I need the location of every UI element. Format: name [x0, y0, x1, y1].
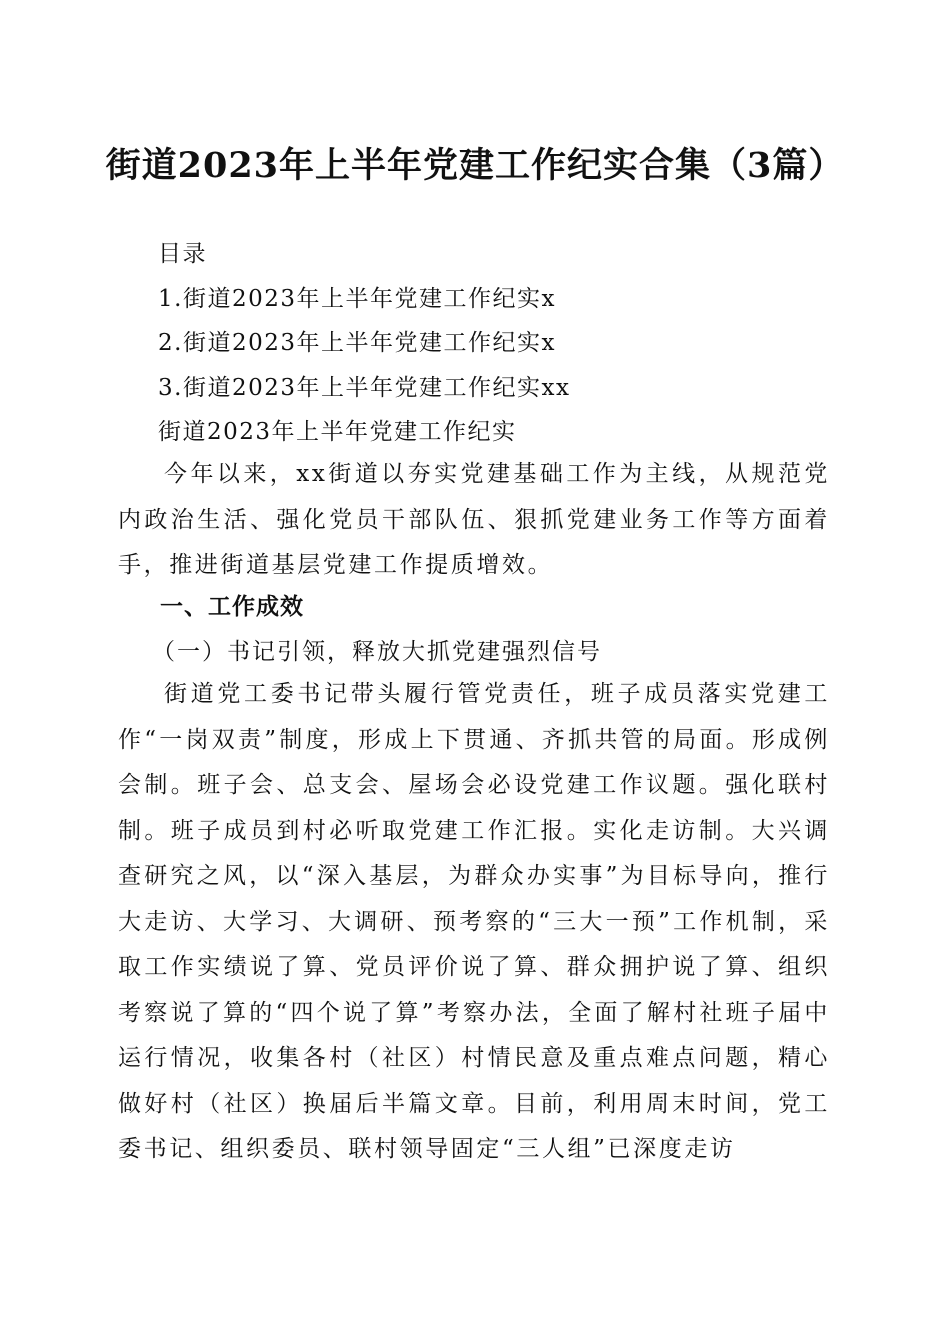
subsection-heading: （一）书记引领，释放大抓党建强烈信号	[152, 639, 602, 665]
toc-label: 目录	[158, 241, 207, 267]
toc-item: 1.街道2023年上半年党建工作纪实x	[158, 285, 556, 312]
intro-paragraph: 今年以来，xx街道以夯实党建基础工作为主线，从规范党内政治生活、强化党员干部队伍、狠抓党建业务工作等方面着手，推进街道基层党建工作提质增效。	[118, 461, 830, 578]
article-title: 街道2023年上半年党建工作纪实	[158, 419, 517, 445]
toc-item: 2.街道2023年上半年党建工作纪实x	[158, 330, 556, 356]
document-title: 街道2023年上半年党建工作纪实合集（3篇）	[105, 145, 845, 186]
section-heading: 一、工作成效	[160, 593, 304, 620]
table-of-contents	[158, 232, 858, 455]
toc-item: 3.街道2023年上半年党建工作纪实xx	[158, 374, 571, 401]
body-paragraph: 街道党工委书记带头履行管党责任，班子成员落实党建工作“一岗双责”制度，形成上下贯通、齐抓共管的局面。形成例会制。班子会、总支会、屋场会必设党建工作议题。强化联村制。班子成员到村必听取党建工作汇报。实化走访制。大兴调查研究之风，以“深入基层，为群众办实事”为目标导向，推行大走访、大学习、大调研、预考察的“三大一预”工作机制，采取工作实绩说了算、党员评价说了算、群众拥护说了算、组织考察说了算的“四个说了算”考察办法，全面了解村社班子届中运行情况，收集各村（社区）村情民意及重点难点问题，精心做好村（社区）换届后半篇文章。目前，利用周末时间，党工委书记、组织委员、联村领导固定“三人组”已深度走访	[118, 681, 830, 1162]
